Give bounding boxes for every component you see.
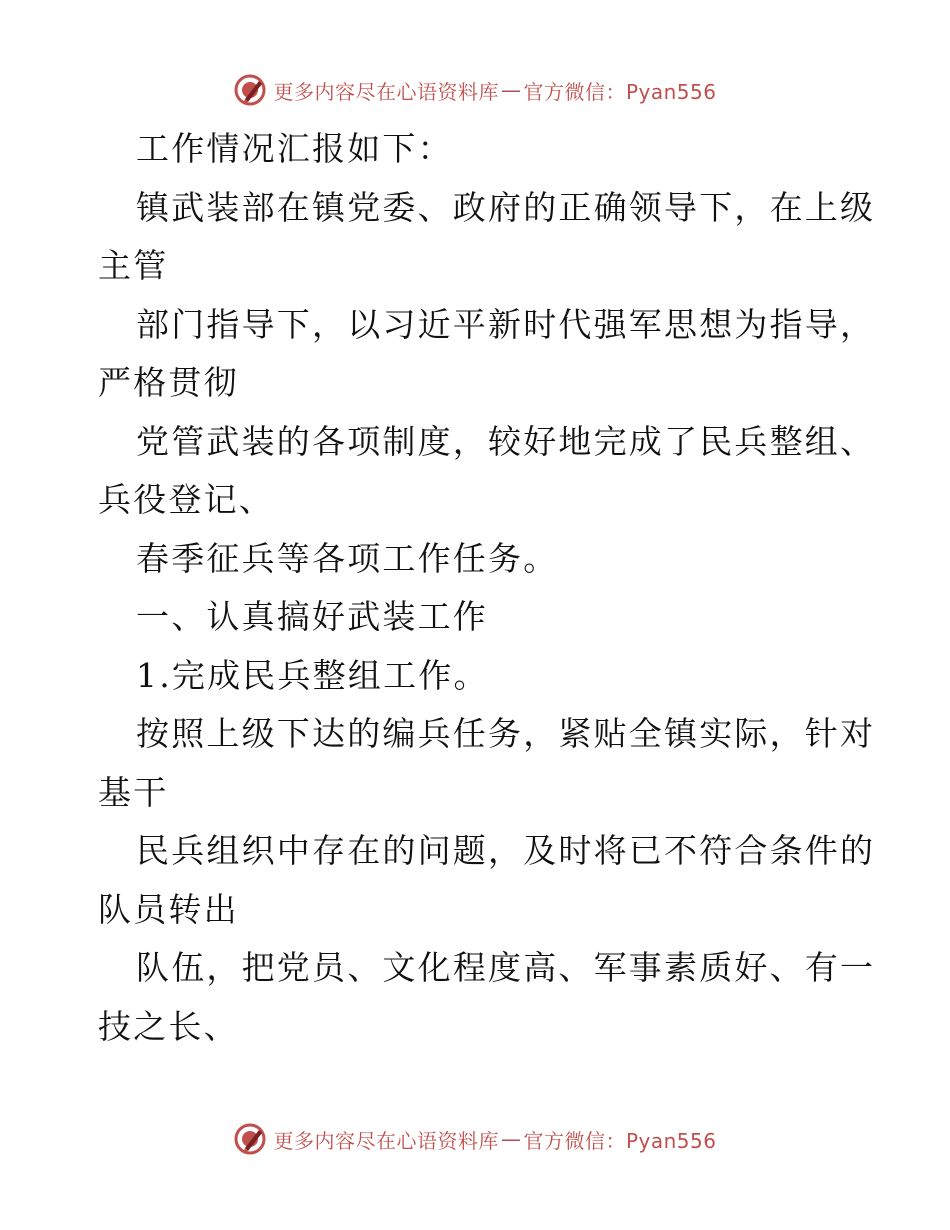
pen-circle-icon	[233, 73, 267, 107]
text-line: 基干	[98, 772, 169, 812]
text-line: 党管武装的各项制度，较好地完成了民兵整组、	[136, 421, 876, 461]
banner-wechat-text: 官方微信：Pyan556	[523, 79, 717, 104]
banner-dash: —	[500, 78, 522, 102]
banner-wechat-text: 官方微信：Pyan556	[523, 1128, 717, 1153]
header-banner	[0, 70, 950, 110]
document-body	[98, 120, 876, 1056]
text-line: 镇武装部在镇党委、政府的正确领导下，在上级	[136, 187, 876, 227]
banner-main-text: 更多内容尽在心语资料库	[273, 1128, 499, 1153]
footer-banner	[0, 1119, 950, 1159]
text-line: 技之长、	[98, 1006, 239, 1046]
banner-dash: —	[500, 1127, 522, 1151]
text-line: 工作情况汇报如下：	[136, 129, 453, 168]
text-line: 队员转出	[98, 889, 239, 929]
pen-circle-icon	[233, 1122, 267, 1156]
text-line: 队伍，把党员、文化程度高、军事素质好、有一	[136, 948, 876, 987]
section-heading: 一、认真搞好武装工作	[136, 597, 488, 636]
text-line: 兵役登记、	[98, 480, 274, 519]
banner-main-text: 更多内容尽在心语资料库	[273, 79, 499, 104]
text-line: 主管	[98, 246, 169, 285]
text-line: 民兵组织中存在的问题，及时将已不符合条件的	[136, 831, 876, 870]
text-line: 春季征兵等各项工作任务。	[136, 538, 559, 578]
text-line: 部门指导下，以习近平新时代强军思想为指导，	[136, 304, 876, 344]
subsection-heading: 1.完成民兵整组工作。	[136, 655, 489, 695]
text-line: 严格贯彻	[98, 363, 239, 402]
text-line: 按照上级下达的编兵任务，紧贴全镇实际，针对	[136, 714, 876, 753]
